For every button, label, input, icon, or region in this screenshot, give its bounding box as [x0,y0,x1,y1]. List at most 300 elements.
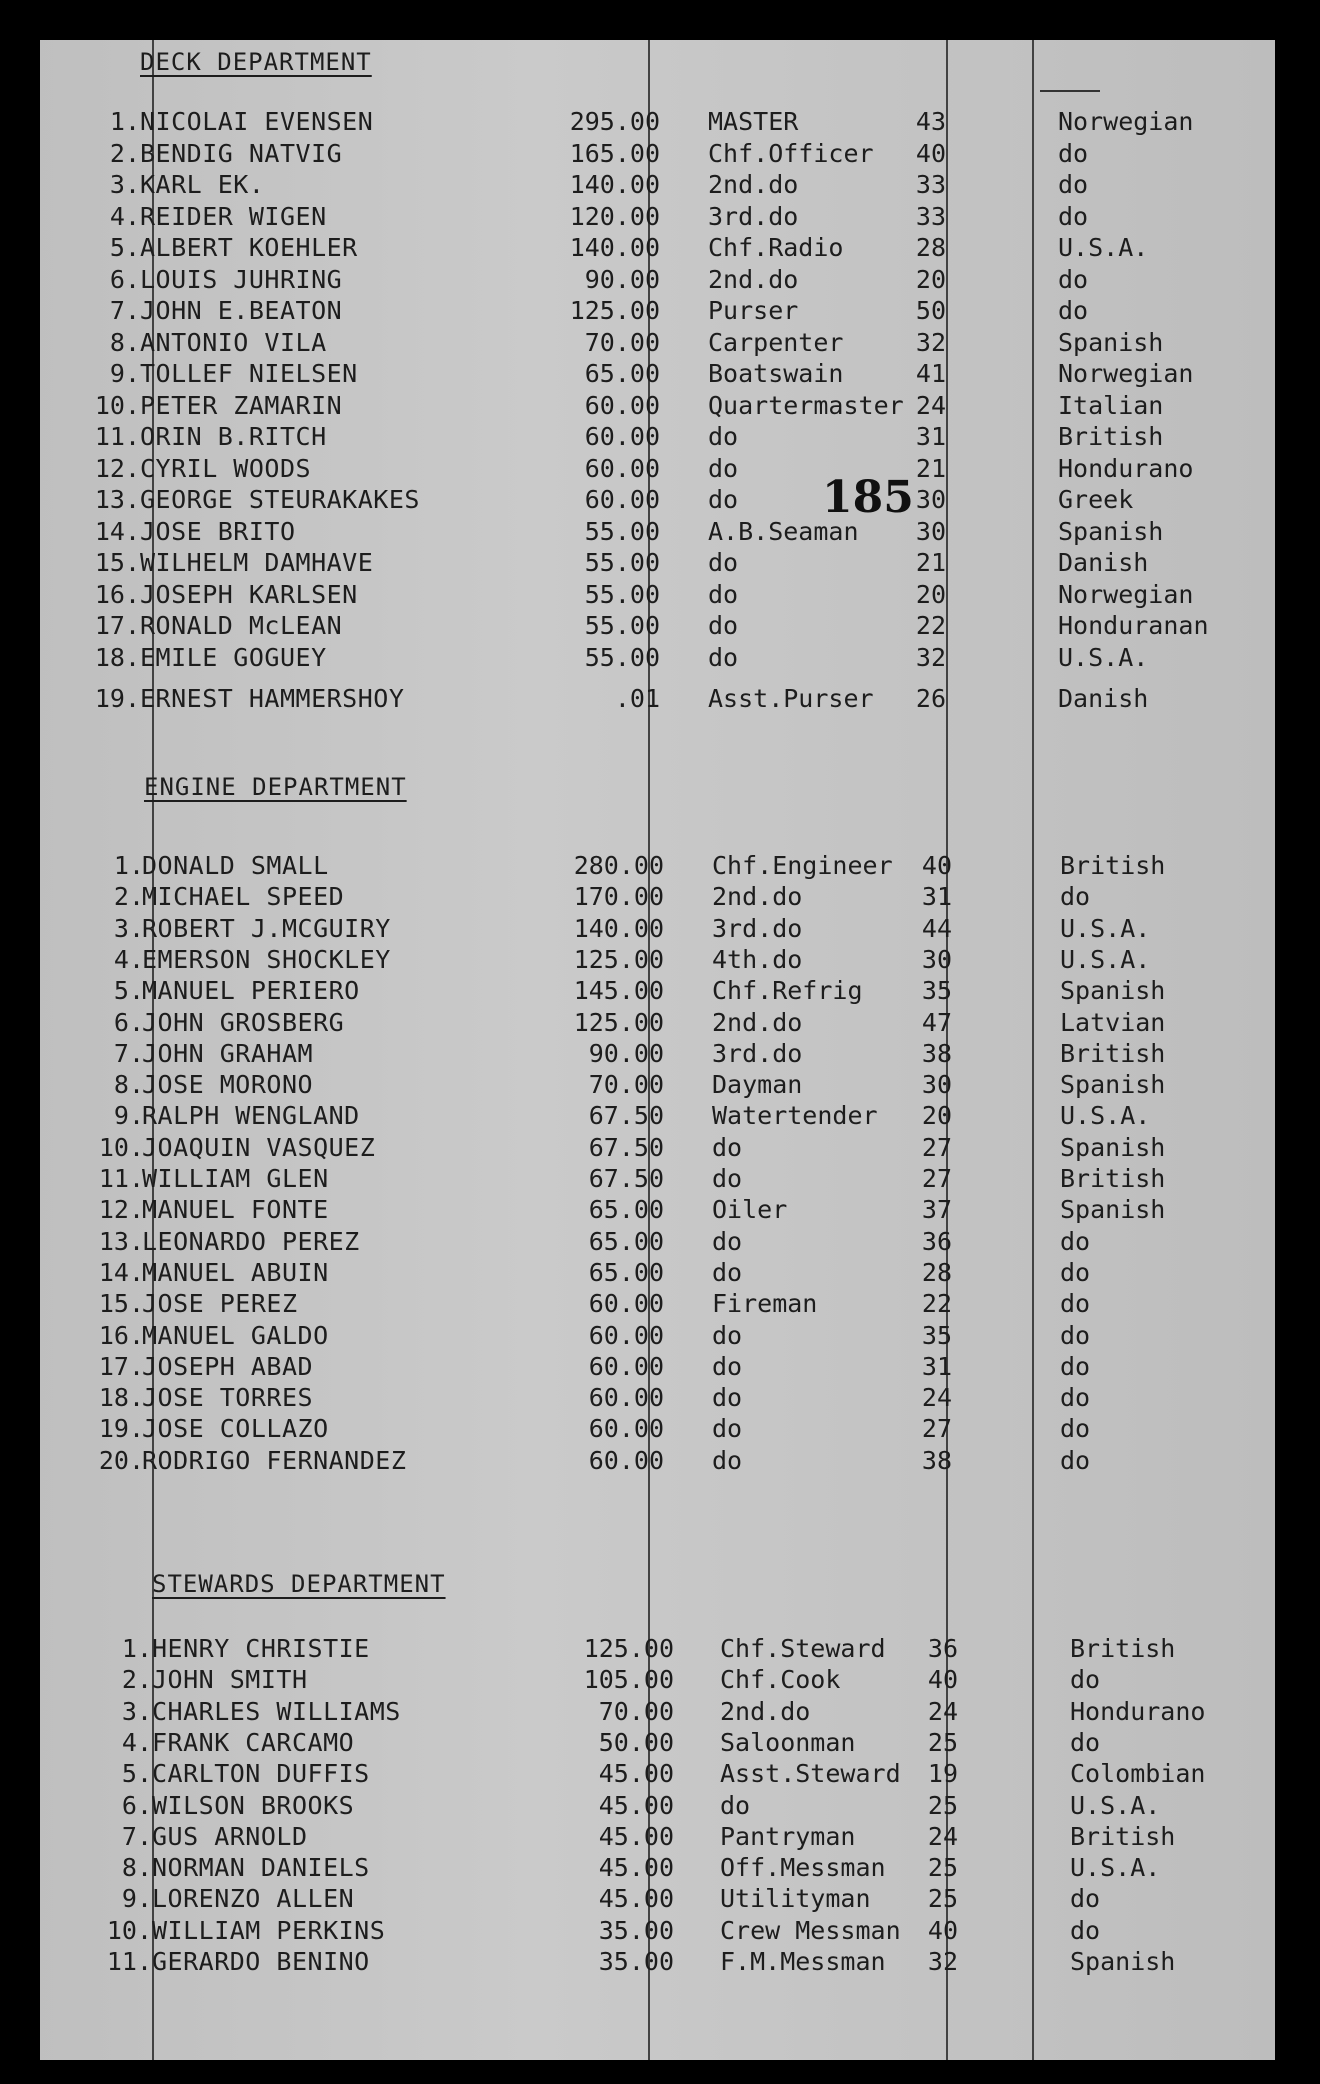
crew-number: 6. [121,1790,152,1820]
crew-rating: do [708,422,739,451]
crew-wages: 35.00 [598,1915,674,1945]
crew-nationality: Danish [1058,684,1149,713]
crew-rating: Purser [708,296,799,325]
crew-row [40,1852,1275,1883]
crew-rating: do [708,579,739,609]
crew-number: 18. [98,1383,144,1413]
crew-row [40,683,1275,714]
crew-age: 50 [915,296,946,325]
crew-row [40,1883,1275,1914]
crew-row [40,138,1275,169]
crew-rating: 4th.do [712,944,803,974]
crew-wages: 125.00 [583,1634,674,1663]
crew-rating: do [708,485,739,514]
crew-wages: 295.00 [569,107,660,136]
crew-age: 28 [921,1257,952,1287]
crew-name: RALPH WENGLAND [142,1101,360,1131]
crew-row [40,1320,1275,1351]
crew-wages: 67.50 [588,1164,664,1193]
crew-age: 40 [915,138,946,168]
crew-name: WILHELM DAMHAVE [140,548,374,577]
crew-name: TOLLEF NIELSEN [140,359,358,388]
crew-name: LEONARDO PEREZ [142,1226,360,1256]
crew-nationality: do [1070,1915,1101,1945]
crew-row [40,1069,1275,1100]
crew-row [40,1445,1275,1476]
crew-wages: 90.00 [584,264,660,294]
crew-row [40,944,1275,975]
crew-name: JOHN GROSBERG [142,1007,345,1037]
crew-age: 30 [921,944,952,974]
header-dash [1040,90,1100,92]
crew-age: 40 [921,851,952,880]
crew-wages: 125.00 [573,1007,664,1037]
crew-age: 28 [915,233,946,262]
crew-rating: do [712,1320,743,1350]
crew-wages: 70.00 [588,1070,664,1100]
crew-wages: 65.00 [584,359,660,388]
crew-rating: do [712,1226,743,1256]
crew-nationality: Spanish [1058,327,1164,357]
crew-row [40,390,1275,421]
crew-wages: 120.00 [569,201,660,231]
crew-row [40,579,1275,610]
crew-name: LOUIS JUHRING [140,264,343,294]
crew-number: 4. [121,1727,152,1757]
crew-name: JOSEPH KARLSEN [140,579,358,609]
crew-row [40,1633,1275,1664]
crew-nationality: Spanish [1058,516,1164,546]
crew-name: ALBERT KOEHLER [140,233,358,262]
crew-age: 26 [915,684,946,713]
crew-name: BENDIG NATVIG [140,138,343,168]
crew-row [40,1696,1275,1727]
crew-rating: do [712,1414,743,1444]
crew-nationality: do [1070,1884,1101,1914]
crew-rating: Utilityman [720,1884,871,1914]
crew-name: CHARLES WILLIAMS [152,1696,401,1726]
crew-age: 24 [927,1821,958,1851]
crew-wages: 55.00 [584,611,660,640]
crew-age: 22 [915,611,946,640]
crew-nationality: British [1060,1038,1166,1068]
crew-nationality: British [1060,851,1166,880]
crew-number: 12. [98,1195,144,1225]
crew-nationality: Italian [1058,390,1164,420]
crew-number: 5. [121,1759,152,1789]
crew-number: 8. [121,1853,152,1883]
crew-wages: .01 [614,684,660,713]
crew-rating: F.M.Messman [720,1947,886,1976]
crew-name: RODRIGO FERNANDEZ [142,1445,407,1475]
crew-number: 14. [98,1257,144,1287]
crew-rating: do [708,642,739,672]
crew-age: 37 [921,1195,952,1225]
crew-nationality: U.S.A. [1060,1101,1151,1131]
crew-rating: Carpenter [708,327,844,357]
crew-rating: MASTER [708,107,799,136]
crew-wages: 140.00 [569,170,660,199]
crew-name: JOAQUIN VASQUEZ [142,1132,376,1162]
crew-name: MANUEL PERIERO [142,976,360,1006]
crew-nationality: do [1060,1445,1091,1475]
crew-number: 5. [109,233,140,262]
crew-number: 14. [94,516,140,546]
crew-nationality: Spanish [1060,1070,1166,1100]
crew-rating: Crew Messman [720,1915,901,1945]
crew-age: 44 [921,913,952,943]
crew-name: HENRY CHRISTIE [152,1634,370,1663]
crew-nationality: do [1060,1351,1091,1381]
crew-age: 30 [915,485,946,514]
crew-name: JOSEPH ABAD [142,1351,314,1381]
crew-nationality: do [1060,1226,1091,1256]
crew-number: 3. [121,1696,152,1726]
crew-nationality: Colombian [1070,1759,1206,1789]
crew-age: 27 [921,1132,952,1162]
crew-row [40,610,1275,641]
crew-rating: Boatswain [708,359,844,388]
crew-number: 16. [98,1320,144,1350]
crew-age: 25 [927,1884,958,1914]
crew-number: 2. [121,1665,152,1695]
crew-rating: Chf.Cook [720,1665,841,1695]
crew-wages: 67.50 [588,1132,664,1162]
crew-number: 16. [94,579,140,609]
crew-wages: 65.00 [588,1257,664,1287]
crew-nationality: U.S.A. [1060,913,1151,943]
crew-row [40,1821,1275,1852]
crew-name: ERNEST HAMMERSHOY [140,684,405,713]
crew-name: JOSE PEREZ [142,1289,298,1319]
crew-wages: 60.00 [588,1383,664,1413]
crew-age: 38 [921,1445,952,1475]
crew-name: ROBERT J.MCGUIRY [142,913,391,943]
crew-wages: 65.00 [588,1195,664,1225]
crew-number: 9. [121,1884,152,1914]
crew-rating: 2nd.do [708,170,799,199]
crew-age: 35 [921,1320,952,1350]
crew-age: 35 [921,976,952,1006]
stewards-department-title: STEWARDS DEPARTMENT [152,1570,446,1598]
crew-rating: do [712,1257,743,1287]
crew-number: 2. [113,882,144,912]
crew-row [40,169,1275,200]
crew-number: 9. [109,359,140,388]
crew-age: 21 [915,453,946,483]
crew-nationality: Honduranan [1058,611,1209,640]
crew-wages: 140.00 [569,233,660,262]
crew-row [40,453,1275,484]
crew-wages: 60.00 [588,1351,664,1381]
crew-rating: 3rd.do [712,1038,803,1068]
crew-rating: do [712,1445,743,1475]
crew-nationality: do [1070,1727,1101,1757]
crew-name: JOHN SMITH [152,1665,308,1695]
crew-age: 25 [927,1790,958,1820]
crew-rating: A.B.Seaman [708,516,859,546]
crew-wages: 55.00 [584,548,660,577]
crew-nationality: British [1060,1164,1166,1193]
crew-number: 11. [106,1947,152,1976]
crew-number: 10. [98,1132,144,1162]
crew-number: 12. [94,453,140,483]
crew-nationality: Latvian [1060,1007,1166,1037]
crew-number: 20. [98,1445,144,1475]
crew-row [40,850,1275,881]
crew-number: 1. [121,1634,152,1663]
crew-wages: 70.00 [598,1696,674,1726]
crew-name: REIDER WIGEN [140,201,327,231]
crew-age: 33 [915,170,946,199]
crew-row [40,547,1275,578]
crew-rating: 3rd.do [712,913,803,943]
crew-number: 1. [109,107,140,136]
crew-nationality: do [1060,1257,1091,1287]
crew-nationality: Norwegian [1058,107,1194,136]
crew-age: 25 [927,1853,958,1883]
crew-nationality: do [1060,1383,1091,1413]
crew-nationality: U.S.A. [1070,1790,1161,1820]
crew-number: 6. [113,1007,144,1037]
crew-row [40,516,1275,547]
crew-number: 18. [94,642,140,672]
crew-rating: do [708,611,739,640]
engine-department-title: ENGINE DEPARTMENT [144,773,407,801]
deck-department-title: DECK DEPARTMENT [140,48,372,76]
crew-age: 33 [915,201,946,231]
crew-wages: 60.00 [588,1289,664,1319]
crew-number: 8. [109,327,140,357]
crew-row [40,232,1275,263]
crew-rating: Quartermaster [708,390,904,420]
crew-age: 22 [921,1289,952,1319]
crew-rating: 2nd.do [720,1696,811,1726]
crew-name: PETER ZAMARIN [140,390,343,420]
crew-rating: Chf.Engineer [712,851,893,880]
crew-nationality: U.S.A. [1058,233,1149,262]
crew-number: 9. [113,1101,144,1131]
crew-nationality: do [1060,1414,1091,1444]
crew-number: 8. [113,1070,144,1100]
crew-number: 3. [113,913,144,943]
crew-rating: Asst.Steward [720,1759,901,1789]
crew-row [40,358,1275,389]
crew-wages: 55.00 [584,579,660,609]
crew-wages: 60.00 [584,422,660,451]
crew-name: ORIN B.RITCH [140,422,327,451]
crew-number: 2. [109,138,140,168]
crew-number: 15. [94,548,140,577]
crew-wages: 55.00 [584,642,660,672]
crew-nationality: U.S.A. [1060,944,1151,974]
crew-age: 32 [915,327,946,357]
crew-wages: 55.00 [584,516,660,546]
crew-wages: 60.00 [588,1320,664,1350]
crew-row [40,1007,1275,1038]
crew-row [40,1790,1275,1821]
crew-row [40,1038,1275,1069]
crew-name: ANTONIO VILA [140,327,327,357]
crew-name: JOHN GRAHAM [142,1038,314,1068]
crew-wages: 60.00 [588,1414,664,1444]
crew-nationality: U.S.A. [1070,1853,1161,1883]
crew-row [40,421,1275,452]
crew-nationality: Spanish [1070,1947,1176,1976]
crew-number: 11. [94,422,140,451]
crew-rating: 3rd.do [708,201,799,231]
crew-wages: 70.00 [584,327,660,357]
crew-age: 24 [915,390,946,420]
crew-wages: 67.50 [588,1101,664,1131]
crew-rating: Saloonman [720,1727,856,1757]
crew-nationality: Spanish [1060,1132,1166,1162]
crew-name: EMERSON SHOCKLEY [142,944,391,974]
crew-age: 36 [921,1226,952,1256]
crew-row [40,975,1275,1006]
crew-name: MANUEL FONTE [142,1195,329,1225]
crew-wages: 45.00 [598,1884,674,1914]
crew-nationality: British [1058,422,1164,451]
crew-name: NORMAN DANIELS [152,1853,370,1883]
crew-rating: 2nd.do [712,882,803,912]
crew-name: MICHAEL SPEED [142,882,345,912]
crew-age: 36 [927,1634,958,1663]
crew-name: JOSE BRITO [140,516,296,546]
crew-nationality: do [1060,1289,1091,1319]
crew-wages: 90.00 [588,1038,664,1068]
crew-age: 27 [921,1414,952,1444]
crew-number: 15. [98,1289,144,1319]
crew-row [40,1194,1275,1225]
crew-name: NICOLAI EVENSEN [140,107,374,136]
crew-age: 40 [927,1665,958,1695]
crew-number: 3. [109,170,140,199]
crew-nationality: do [1058,201,1089,231]
crew-number: 13. [98,1226,144,1256]
crew-wages: 60.00 [588,1445,664,1475]
crew-number: 13. [94,485,140,514]
crew-age: 24 [927,1696,958,1726]
crew-rating: Watertender [712,1101,878,1131]
crew-age: 20 [921,1101,952,1131]
crew-row [40,1226,1275,1257]
crew-rating: Fireman [712,1289,818,1319]
crew-wages: 165.00 [569,138,660,168]
crew-rating: do [708,548,739,577]
crew-nationality: British [1070,1634,1176,1663]
crew-name: LORENZO ALLEN [152,1884,355,1914]
crew-name: WILLIAM GLEN [142,1164,329,1193]
crew-wages: 125.00 [569,296,660,325]
crew-name: WILSON BROOKS [152,1790,355,1820]
crew-rating: Pantryman [720,1821,856,1851]
crew-nationality: do [1060,1320,1091,1350]
crew-name: JOHN E.BEATON [140,296,343,325]
crew-age: 30 [921,1070,952,1100]
crew-nationality: Hondurano [1070,1696,1206,1726]
crew-age: 25 [927,1727,958,1757]
crew-name: KARL EK. [140,170,265,199]
crew-row [40,1132,1275,1163]
crew-age: 38 [921,1038,952,1068]
crew-rating: 2nd.do [712,1007,803,1037]
crew-row [40,1257,1275,1288]
crew-name: MANUEL GALDO [142,1320,329,1350]
crew-rating: do [720,1790,751,1820]
crew-nationality: Norwegian [1058,359,1194,388]
crew-rating: do [712,1351,743,1381]
crew-number: 19. [98,1414,144,1444]
crew-number: 4. [109,201,140,231]
page-number-stamp: 185 [822,472,914,523]
crew-rating: Chf.Steward [720,1634,886,1663]
crew-rating: Chf.Radio [708,233,844,262]
crew-row [40,264,1275,295]
crew-number: 11. [98,1164,144,1193]
crew-row [40,642,1275,673]
crew-name: GEORGE STEURAKAKES [140,485,420,514]
crew-row [40,1100,1275,1131]
crew-row [40,1915,1275,1946]
crew-row [40,881,1275,912]
crew-row [40,1351,1275,1382]
crew-number: 10. [106,1915,152,1945]
crew-nationality: do [1058,138,1089,168]
crew-nationality: Spanish [1060,976,1166,1006]
crew-age: 31 [921,882,952,912]
crew-wages: 60.00 [584,390,660,420]
crew-age: 30 [915,516,946,546]
crew-wages: 280.00 [573,851,664,880]
crew-age: 32 [927,1947,958,1976]
crew-row [40,1288,1275,1319]
crew-age: 43 [915,107,946,136]
crew-number: 7. [113,1038,144,1068]
crew-nationality: Danish [1058,548,1149,577]
crew-name: JOSE TORRES [142,1383,314,1413]
crew-rating: do [708,453,739,483]
crew-name: MANUEL ABUIN [142,1257,329,1287]
crew-row [40,913,1275,944]
crew-number: 5. [113,976,144,1006]
crew-rating: do [712,1383,743,1413]
crew-wages: 65.00 [588,1226,664,1256]
crew-rating: Oiler [712,1195,788,1225]
crew-rating: do [712,1132,743,1162]
crew-rating: Chf.Officer [708,138,874,168]
crew-row [40,1382,1275,1413]
crew-wages: 45.00 [598,1759,674,1789]
crew-number: 17. [98,1351,144,1381]
crew-wages: 45.00 [598,1790,674,1820]
crew-row [40,1413,1275,1444]
crew-wages: 35.00 [598,1947,674,1976]
crew-number: 1. [113,851,144,880]
crew-wages: 145.00 [573,976,664,1006]
crew-age: 31 [915,422,946,451]
crew-row [40,1946,1275,1977]
crew-nationality: Greek [1058,485,1134,514]
crew-row [40,106,1275,137]
crew-age: 32 [915,642,946,672]
crew-wages: 60.00 [584,485,660,514]
crew-row [40,327,1275,358]
crew-nationality: Norwegian [1058,579,1194,609]
crew-age: 27 [921,1164,952,1193]
crew-rating: Asst.Purser [708,684,874,713]
crew-name: WILLIAM PERKINS [152,1915,386,1945]
